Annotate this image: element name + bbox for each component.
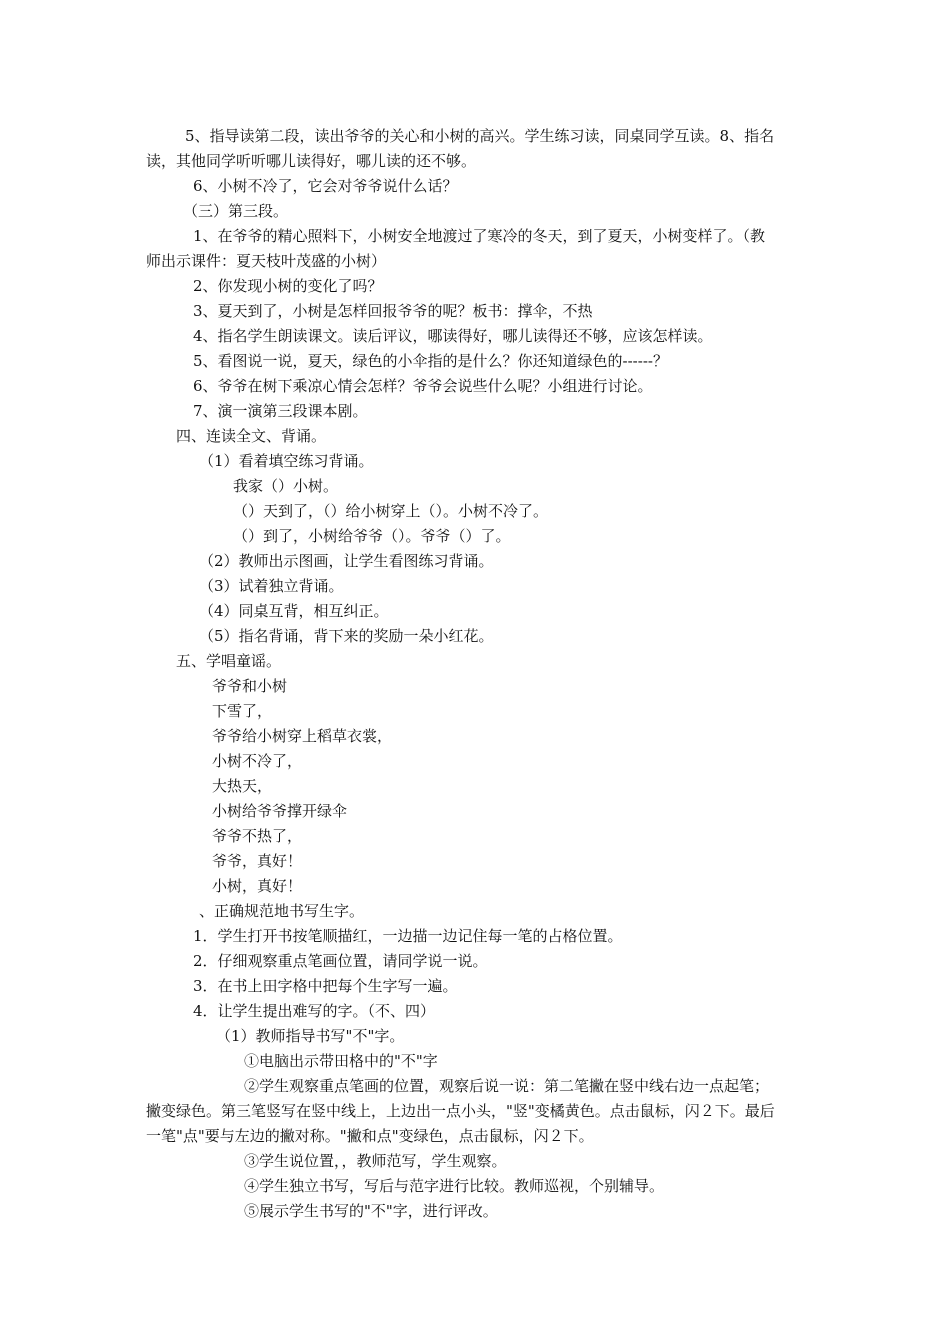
text-line: （2）教师出示图画，让学生看图练习背诵。 (199, 552, 494, 570)
text-line: 师出示课件：夏天枝叶茂盛的小树） (146, 252, 387, 270)
text-line: 读，其他同学听听哪儿读得好，哪儿读的还不够。 (146, 152, 477, 170)
text-line: 4．让学生提出难写的字。（不、四） (193, 1002, 436, 1020)
text-line: （5）指名背诵，背下来的奖励一朵小红花。 (199, 627, 494, 645)
text-line: （三）第三段。 (183, 202, 289, 220)
text-line: （1）看着填空练习背诵。 (199, 452, 374, 470)
section-heading: 五、学唱童谣。 (176, 652, 282, 670)
text-line: 6、小树不冷了，它会对爷爷说什么话？ (193, 177, 458, 195)
song-line: 小树，真好！ (212, 877, 303, 895)
text-line: 一笔"点"要与左边的撇对称。"撇和点"变绿色，点击鼠标，闪２下。 (146, 1127, 594, 1145)
text-line: 我家（）小树。 (233, 477, 339, 495)
song-line: 爷爷不热了， (212, 827, 303, 845)
text-line: ⑤展示学生书写的"不"字，进行评改。 (244, 1202, 498, 1220)
text-line: （）到了，小树给爷爷（）。爷爷（）了。 (233, 527, 511, 545)
song-title: 爷爷和小树 (212, 677, 288, 695)
text-line: 2．仔细观察重点笔画位置，请同学说一说。 (193, 952, 488, 970)
text-line: ①电脑出示带田格中的"不"字 (244, 1052, 438, 1070)
text-line: ④学生独立书写，写后与范字进行比较。教师巡视，个别辅导。 (244, 1177, 665, 1195)
song-line: 爷爷给小树穿上稻草衣裳， (212, 727, 393, 745)
text-line: 6、爷爷在树下乘凉心情会怎样？爷爷会说些什么呢？小组进行讨论。 (193, 377, 653, 395)
text-line: 5、指导读第二段，读出爷爷的关心和小树的高兴。学生练习读，同桌同学互读。8、指名 (185, 127, 775, 145)
text-line: （1）教师指导书写"不"字。 (216, 1027, 405, 1045)
text-line: ②学生观察重点笔画的位置，观察后说一说：第二笔撇在竖中线右边一点起笔； (244, 1077, 770, 1095)
song-line: 小树不冷了， (212, 752, 303, 770)
text-line: （3）试着独立背诵。 (199, 577, 344, 595)
text-line: 7、演一演第三段课本剧。 (193, 402, 368, 420)
section-heading: 四、连读全文、背诵。 (176, 427, 327, 445)
song-line: 大热天， (212, 777, 273, 795)
text-line: 2、你发现小树的变化了吗？ (193, 277, 383, 295)
text-line: 1．学生打开书按笔顺描红，一边描一边记住每一笔的占格位置。 (193, 927, 623, 945)
text-line: （4）同桌互背，相互纠正。 (199, 602, 389, 620)
section-heading: 、正确规范地书写生字。 (199, 902, 365, 920)
text-line: 1、在爷爷的精心照料下，小树安全地渡过了寒冷的冬天，到了夏天，小树变样了。（教 (193, 227, 766, 245)
text-line: 5、看图说一说，夏天，绿色的小伞指的是什么？你还知道绿色的------？ (193, 352, 668, 370)
song-line: 爷爷，真好！ (212, 852, 303, 870)
text-line: 3．在书上田字格中把每个生字写一遍。 (193, 977, 458, 995)
text-line: 3、夏天到了，小树是怎样回报爷爷的呢？板书：撑伞，不热 (193, 302, 593, 320)
text-line: 4、指名学生朗读课文。读后评议，哪读得好，哪儿读得还不够，应该怎样读。 (193, 327, 713, 345)
text-line: 撇变绿色。第三笔竖写在竖中线上，上边出一点小头，"竖"变橘黄色。点击鼠标，闪２下。最后 (146, 1102, 775, 1120)
text-line: ③学生说位置，，教师范写，学生观察。 (244, 1152, 507, 1170)
song-line: 下雪了， (212, 702, 273, 720)
text-line: （）天到了，（）给小树穿上（）。小树不冷了。 (233, 502, 549, 520)
song-line: 小树给爷爷撑开绿伞 (212, 802, 348, 820)
